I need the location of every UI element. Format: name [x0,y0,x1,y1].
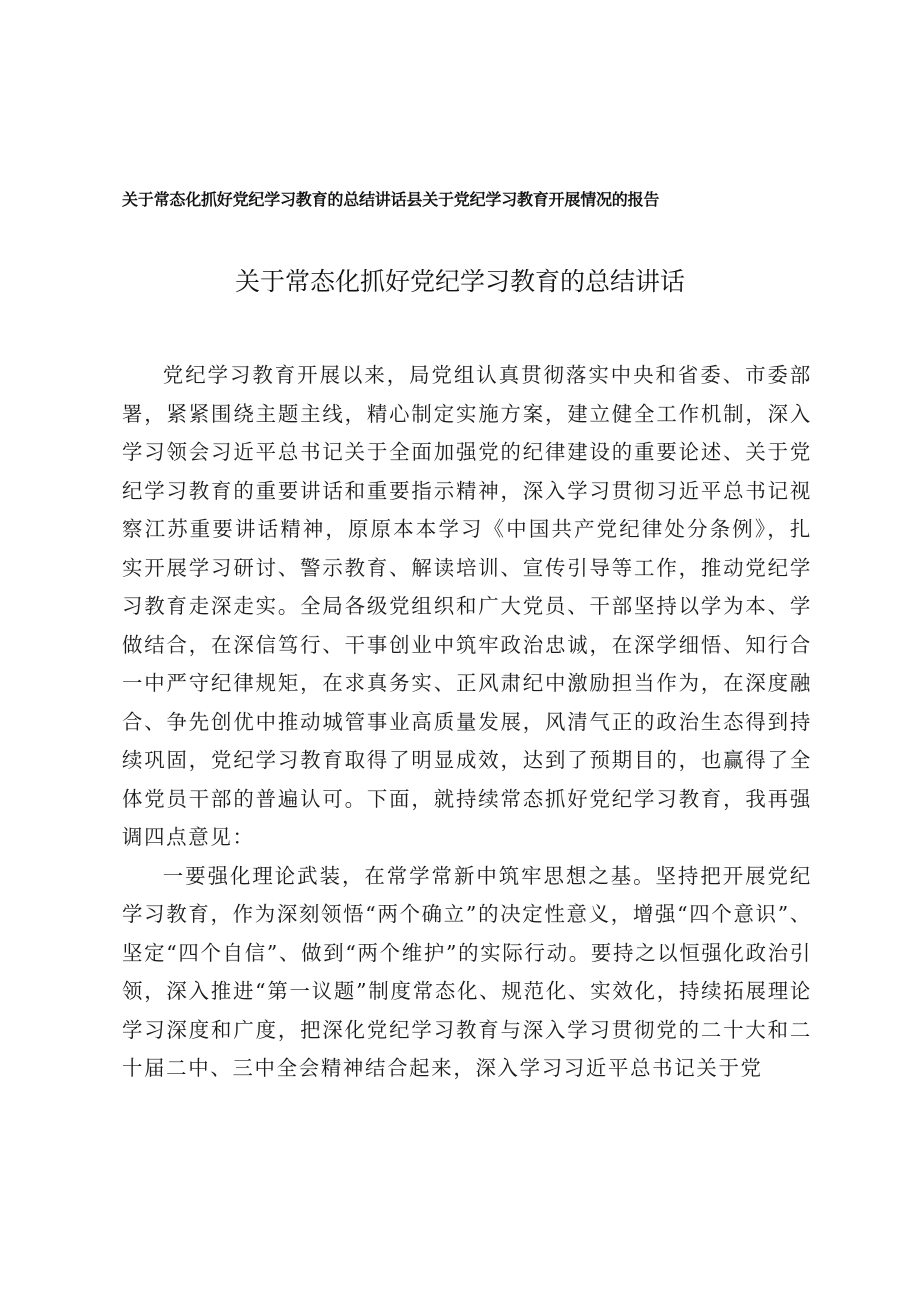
document-header: 关于常态化抓好党纪学习教育的总结讲话县关于党纪学习教育开展情况的报告 [122,190,660,209]
paragraph-2: 一要强化理论武装，在常学常新中筑牢思想之基。坚持把开展党纪学习教育，作为深刻领悟“两个确立”的决定性意义，增强“四个意识”、坚定“四个自信”、做到“两个维护”的实际行动。要持之以恒强化政治引领，深入推进“第一议题”制度常态化、规范化、实效化，持续拓展理论学习深度和广度，把深化党纪学习教育与深入学习贯彻党的二十大和二十届二中、三中全会精神结合起来，深入学习习近平总书记关于党 [122,863,812,1080]
document-title: 关于常态化抓好党纪学习教育的总结讲话 [234,267,685,296]
document-body [122,356,812,1088]
paragraph-1: 党纪学习教育开展以来，局党组认真贯彻落实中央和省委、市委部署，紧紧围绕主题主线，精心制定实施方案，建立健全工作机制，深入学习领会习近平总书记关于全面加强党的纪律建设的重要论述、关于党纪学习教育的重要讲话和重要指示精神，深入学习贯彻习近平总书记视察江苏重要讲话精神，原原本本学习《中国共产党纪律处分条例》，扎实开展学习研讨、警示教育、解读培训、宣传引导等工作，推动党纪学习教育走深走实。全局各级党组织和广大党员、干部坚持以学为本、学做结合，在深信笃行、干事创业中筑牢政治忠诚，在深学细悟、知行合一中严守纪律规矩，在求真务实、正风肃纪中激励担当作为，在深度融合、争先创优中推动城管事业高质量发展，风清气正的政治生态得到持续巩固，党纪学习教育取得了明显成效，达到了预期目的，也赢得了全体党员干部的普遍认可。下面，就持续常态抓好党纪学习教育，我再强调四点意见： [122,363,812,849]
